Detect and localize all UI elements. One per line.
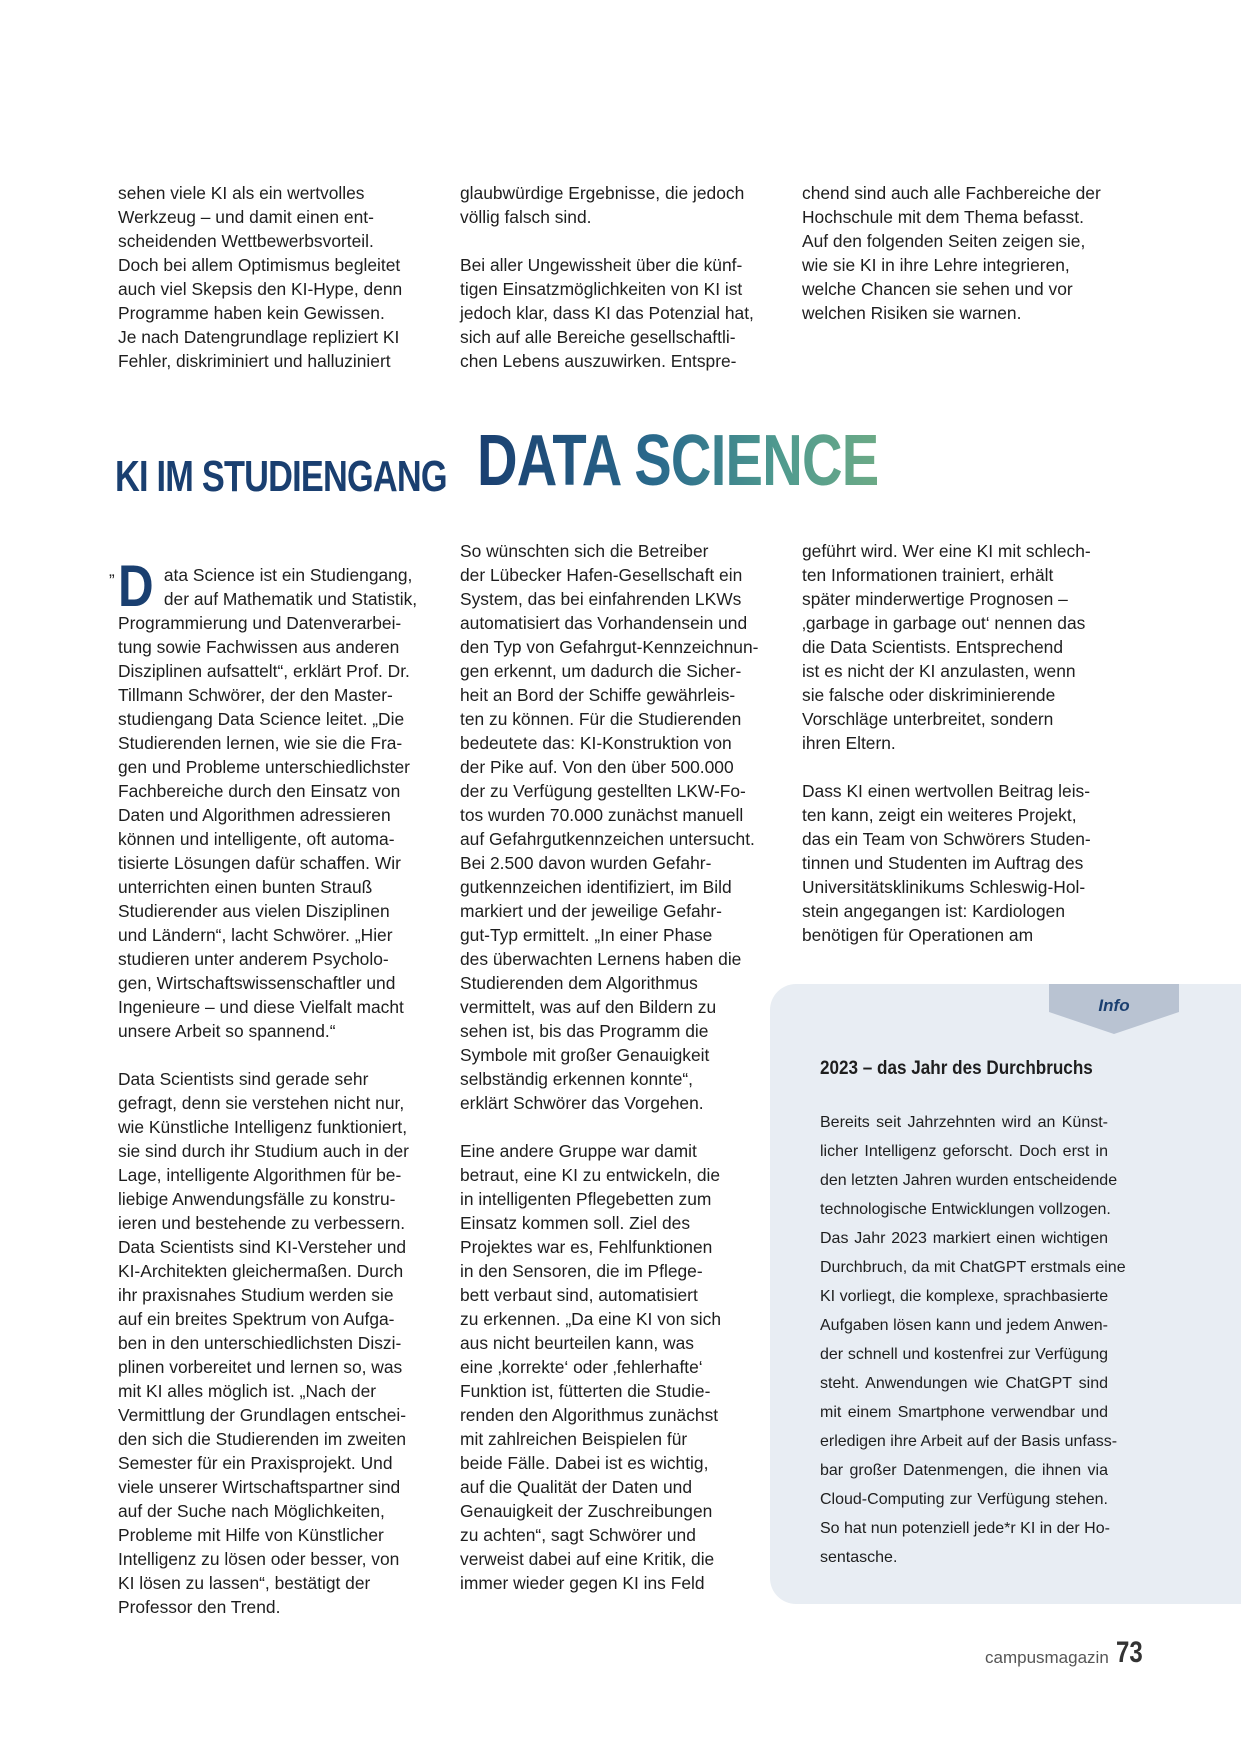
page-number: 73 — [1116, 1636, 1143, 1669]
info-line: Durchbruch, da mit ChatGPT erstmals eine — [820, 1259, 1126, 1276]
article-paragraph: Dass KI einen wertvollen Beitrag leis- ten kann, zeigt ein weiteres Projekt, das ein Team von Schwörers Studen- tinnen und Studenten im Auftrag des Universitätsklinikums Schleswig-Hol- stein angegangen ist: Kardiologen benötigen für Operationen am — [802, 781, 1091, 945]
intro-paragraph: glaubwürdige Ergebnisse, die jedoch völlig falsch sind. — [460, 183, 745, 227]
info-line: sentasche. — [820, 1549, 898, 1566]
info-line: steht. Anwendungen wie ChatGPT sind — [820, 1375, 1108, 1392]
article-paragraph — [109, 539, 443, 1043]
info-line: licher Intelligenz geforscht. Doch erst in — [820, 1143, 1108, 1160]
article-paragraph: Eine andere Gruppe war damit betraut, eine KI zu entwickeln, die in intelligenten Pflegebetten zum Einsatz kommen soll. Ziel des Projektes war es, Fehlfunktionen in den Sensoren, die im Pflege- bett verbaut sind, automatisiert zu erkennen. „Da eine KI von sich aus nicht beurteilen kann, was eine ‚korrekte‘ oder ‚fehlerhafte‘ Funktion ist, fütterten die Studie- renden den Algorithmus zunächst mit zahlreichen Beispielen für beide Fälle. Dabei ist es wichtig, auf die Qualität der Daten und Genauigkeit der Zuschreibungen zu achten“, sagt Schwörer und verweist dabei auf eine Kritik, die immer wieder gegen KI ins Feld — [460, 1141, 722, 1593]
intro-paragraph: sehen viele KI als ein wertvolles Werkzeug – und damit einen ent- scheidenden Wettbewerbsvorteil. Doch bei allem Optimismus begleitet auch viel Skepsis den KI-Hype, denn Programme haben kein Gewissen. Je nach Datengrundlage repliziert KI Fehler, diskriminiert und halluziniert — [118, 183, 403, 371]
article-headline — [115, 421, 915, 508]
info-line: Bereits seit Jahrzehnten wird an Künst- — [820, 1114, 1108, 1131]
headline-part-1: KI IM STUDIENGANG — [115, 452, 447, 501]
article-column-3 — [802, 539, 1127, 947]
article-text: ata Science ist ein Studiengang, der auf Mathematik und Statistik, Programmierung und Datenverarbei- tung sowie Fachwissen aus anderen Disziplinen aufsattelt“, erklärt Prof. Dr. Tillmann Schwörer, der den Master- studiengang Data Science leitet. „Die Studierenden lernen, wie sie die Fra- gen und Probleme unterschiedlichster Fachbereiche durch den Einsatz von Daten und Algorithmen adressieren können und intelligente, oft automa- tisierte Lösungen dafür schaffen. Wir unterrichten einen bunten Strauß Studierender aus vielen Disziplinen und Ländern“, lacht Schwörer. „Hier studieren unter anderem Psycholo- gen, Wirtschaftswissenschaftler und Ingenieure – und diese Vielfalt macht unsere Arbeit so spannend.“ — [118, 565, 418, 1041]
article-column-1 — [109, 539, 443, 1619]
article-column-2 — [460, 539, 785, 1595]
intro-paragraph: Bei aller Ungewissheit über die künf- tigen Einsatzmöglichkeiten von KI ist jedoch klar, dass KI das Potenzial hat, sich auf alle Bereiche gesellschaftli- chen Lebens auszuwirken. Entspre- — [460, 255, 754, 371]
intro-column-3 — [802, 181, 1122, 325]
info-line: der schnell und kostenfrei zur Verfügung — [820, 1346, 1108, 1363]
article-paragraph: geführt wird. Wer eine KI mit schlech- ten Informationen trainiert, erhält später minderwertige Prognosen – ‚garbage in garbage out‘ nennen das die Data Scientists. Entsprechend ist es nicht der KI anzulasten, wenn sie falsche oder diskriminierende Vorschläge unterbreitet, sondern ihren Eltern. — [802, 541, 1091, 753]
dropcap-quote: „ — [109, 561, 115, 580]
info-line: den letzten Jahren wurden entscheidende — [820, 1172, 1118, 1189]
article-paragraph: So wünschten sich die Betreiber der Lübecker Hafen-Gesellschaft ein System, das bei einfahrenden LKWs automatisiert das Vorhandensein und den Typ von Gefahrgut-Kennzeichnun- gen erkennt, um dadurch die Sicher- heit an Bord der Schiffe gewährleis- ten zu können. Für die Studierenden bedeutete das: KI-Konstruktion von der Pike auf. Von den über 500.000 der zu Verfügung gestellten LKW-Fo- tos wurden 70.000 zunächst manuell auf Gefahrgutkennzeichen untersucht. Bei 2.500 davon wurden Gefahr- gutkennzeichen identifiziert, im Bild markiert und der jeweilige Gefahr- gut-Typ ermittelt. „In einer Phase des überwachten Lernens haben die Studierenden dem Algorithmus vermittelt, was auf den Bildern zu sehen ist, bis das Programm die Symbole mit großer Genauigkeit selbständig erkennen konnte“, erklärt Schwörer das Vorgehen. — [460, 541, 759, 1113]
article-paragraph: Data Scientists sind gerade sehr gefragt, denn sie verstehen nicht nur, wie Künstliche Intelligenz funktioniert, sie sind durch ihr Studium auch in der Lage, intelligente Algorithmen für be- liebige Anwendungsfälle zu konstru- ieren und bestehende zu verbessern. Data Scientists sind KI-Versteher und KI-Architekten gleichermaßen. Durch ihr praxisnahes Studium werden sie auf ein breites Spektrum von Aufga- ben in den unterschiedlichsten Diszi- plinen vorbereitet und lernen so, was mit KI alles möglich ist. „Nach der Vermittlung der Grundlagen entschei- den sich die Studierenden im zweiten Semester für ein Praxisprojekt. Und viele unserer Wirtschaftspartner sind auf der Suche nach Möglichkeiten, Probleme mit Hilfe von Künstlicher Intelligenz zu lösen oder besser, von KI lösen zu lassen“, bestätigt der Professor den Trend. — [118, 1069, 409, 1617]
info-line: Cloud-Computing zur Verfügung stehen. — [820, 1491, 1108, 1508]
intro-column-2 — [460, 181, 780, 373]
headline-part-2: DATA SCIENCE — [477, 421, 879, 501]
magazine-name: campusmagazin — [985, 1648, 1109, 1667]
info-line: So hat nun potenziell jede*r KI in der Ho- — [820, 1520, 1110, 1537]
info-line: erledigen ihre Arbeit auf der Basis unfass- — [820, 1433, 1118, 1450]
info-line: Das Jahr 2023 markiert einen wichtigen — [820, 1230, 1108, 1247]
info-line: KI vorliegt, die komplexe, sprachbasierte — [820, 1288, 1109, 1305]
intro-paragraph: chend sind auch alle Fachbereiche der Hochschule mit dem Thema befasst. Auf den folgenden Seiten zeigen sie, wie sie KI in ihre Lehre integrieren, welche Chancen sie sehen und vor welchen Risiken sie warnen. — [802, 183, 1101, 323]
info-line: Aufgaben lösen kann und jedem Anwen- — [820, 1317, 1108, 1334]
info-body — [820, 1108, 1126, 1572]
info-line: mit einem Smartphone verwendbar und — [820, 1404, 1108, 1421]
intro-column-1 — [118, 181, 438, 373]
info-line: bar großer Datenmengen, die ihnen via — [820, 1462, 1108, 1479]
info-tab-label: Info — [1098, 996, 1130, 1015]
info-line: technologische Entwicklungen vollzogen. — [820, 1201, 1111, 1218]
dropcap: D — [118, 554, 154, 619]
info-heading: 2023 – das Jahr des Durchbruchs — [820, 1058, 1093, 1079]
